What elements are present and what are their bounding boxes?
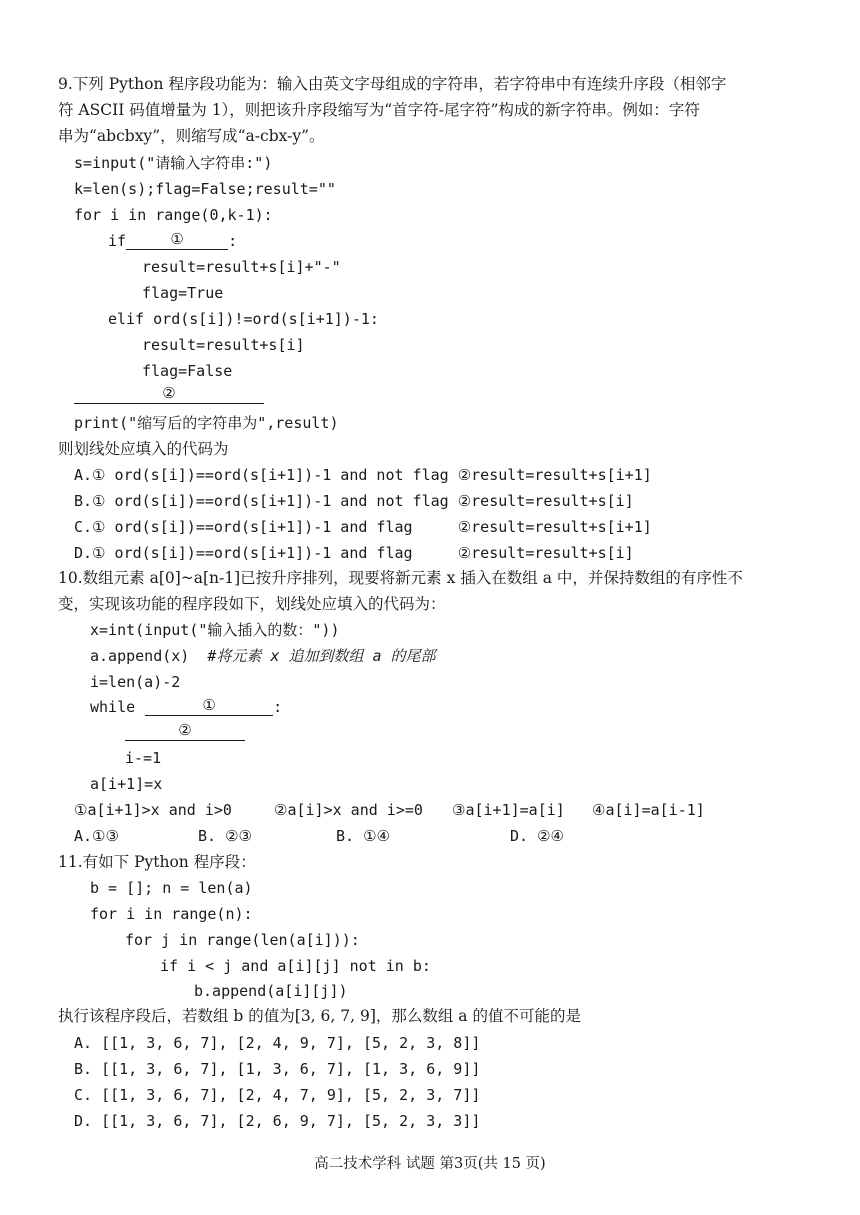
fill-blank-2: ②: [125, 720, 245, 741]
q10-code-line-blank: [125, 719, 245, 745]
q9-option-b: B.① ord(s[i])==ord(s[i+1])-1 and not flag ②result=result+s[i]: [74, 492, 634, 510]
q9-code-line: result=result+s[i]+"-": [142, 258, 341, 276]
q10-stem-line-2: 变，实现该功能的程序段如下，划线处应填入的代码为：: [58, 595, 446, 613]
q9-prompt: 则划线处应填入的代码为: [58, 440, 229, 458]
code-colon: :: [273, 698, 283, 716]
q9-option-c: C.① ord(s[i])==ord(s[i+1])-1 and flag ②result=result+s[i+1]: [74, 518, 652, 536]
q11-stem: 11.有如下 Python 程序段：: [58, 853, 256, 871]
q10-code-line-while: [90, 694, 282, 720]
q11-option-d: D. [[1, 3, 6, 7], [2, 6, 9, 7], [5, 2, 3, 3]]: [74, 1112, 481, 1130]
code-statement: a.append(x): [90, 647, 190, 665]
q10-code-line: i-=1: [125, 749, 162, 767]
q10-option-a: A.①③: [74, 827, 119, 845]
q11-code-line: b = []; n = len(a): [90, 879, 253, 897]
code-comment: #将元素 x 追加到数组 a 的尾部: [207, 647, 436, 665]
q11-code-line: if i < j and a[i][j] not in b:: [160, 957, 431, 975]
q10-code-line-append: [90, 643, 436, 669]
q10-choice-2: ②a[i]>x and i>=0: [274, 801, 423, 819]
q9-code-line: s=input("请输入字符串:"): [74, 154, 273, 172]
q10-choice-1: ①a[i+1]>x and i>0: [74, 801, 232, 819]
q9-stem-line-3: 串为“abcbxy”，则缩写成“a-cbx-y”。: [58, 127, 325, 145]
q11-prompt: 执行该程序段后，若数组 b 的值为[3, 6, 7, 9]，那么数组 a 的值不可能的是: [58, 1007, 581, 1025]
q11-option-c: C. [[1, 3, 6, 7], [2, 4, 7, 9], [5, 2, 3, 7]]: [74, 1086, 481, 1104]
code-keyword: while: [90, 698, 136, 716]
q9-stem-line-2: 符 ASCII 码值增量为 1），则把该升序段缩写为“首字符-尾字符”构成的新字符串。例如：字符: [58, 101, 700, 119]
q11-code-line: for i in range(n):: [90, 905, 253, 923]
page-footer: 高二技术学科 试题 第3页(共 15 页): [314, 1156, 546, 1172]
q11-code-line: b.append(a[i][j]): [194, 982, 348, 1000]
q9-code-line: for i in range(0,k-1):: [74, 206, 273, 224]
code-colon: :: [228, 232, 238, 250]
fill-blank-1: ①: [126, 229, 228, 250]
q9-code-line-blank: [74, 382, 264, 408]
q9-code-line: result=result+s[i]: [142, 336, 305, 354]
q9-code-line: flag=False: [142, 362, 233, 380]
q10-option-d: D. ②④: [510, 827, 564, 845]
q11-option-a: A. [[1, 3, 6, 7], [2, 4, 9, 7], [5, 2, 3, 8]]: [74, 1034, 481, 1052]
code-keyword: if: [108, 232, 127, 250]
q9-code-line-if: [108, 228, 237, 254]
q10-code-line: x=int(input("输入插入的数：")): [90, 621, 340, 639]
q10-choice-4: ④a[i]=a[i-1]: [592, 801, 705, 819]
q10-option-c: B. ①④: [336, 827, 390, 845]
q10-choice-3: ③a[i+1]=a[i]: [452, 801, 565, 819]
q9-code-line: elif ord(s[i])!=ord(s[i+1])-1:: [108, 310, 379, 328]
q9-code-line: print("缩写后的字符串为",result): [74, 414, 339, 432]
fill-blank-1: ①: [145, 695, 273, 716]
q9-code-line: flag=True: [142, 284, 224, 302]
q9-option-a: A.① ord(s[i])==ord(s[i+1])-1 and not flag ②result=result+s[i+1]: [74, 466, 652, 484]
q9-code-line: k=len(s);flag=False;result="": [74, 180, 336, 198]
q10-code-line: a[i+1]=x: [90, 775, 163, 793]
q10-option-b: B. ②③: [198, 827, 252, 845]
fill-blank-2: ②: [74, 383, 264, 404]
q10-stem-line-1: 10.数组元素 a[0]~a[n-1]已按升序排列，现要将新元素 x 插入在数组 a 中，并保持数组的有序性不: [58, 569, 743, 587]
q11-option-b: B. [[1, 3, 6, 7], [1, 3, 6, 7], [1, 3, 6, 9]]: [74, 1060, 481, 1078]
q11-code-line: for j in range(len(a[i])):: [125, 931, 360, 949]
q9-option-d: D.① ord(s[i])==ord(s[i+1])-1 and flag ②result=result+s[i]: [74, 544, 634, 562]
q9-stem-line-1: 9.下列 Python 程序段功能为：输入由英文字母组成的字符串，若字符串中有连续升序段（相邻字: [58, 75, 727, 93]
q10-code-line: i=len(a)-2: [90, 673, 181, 691]
